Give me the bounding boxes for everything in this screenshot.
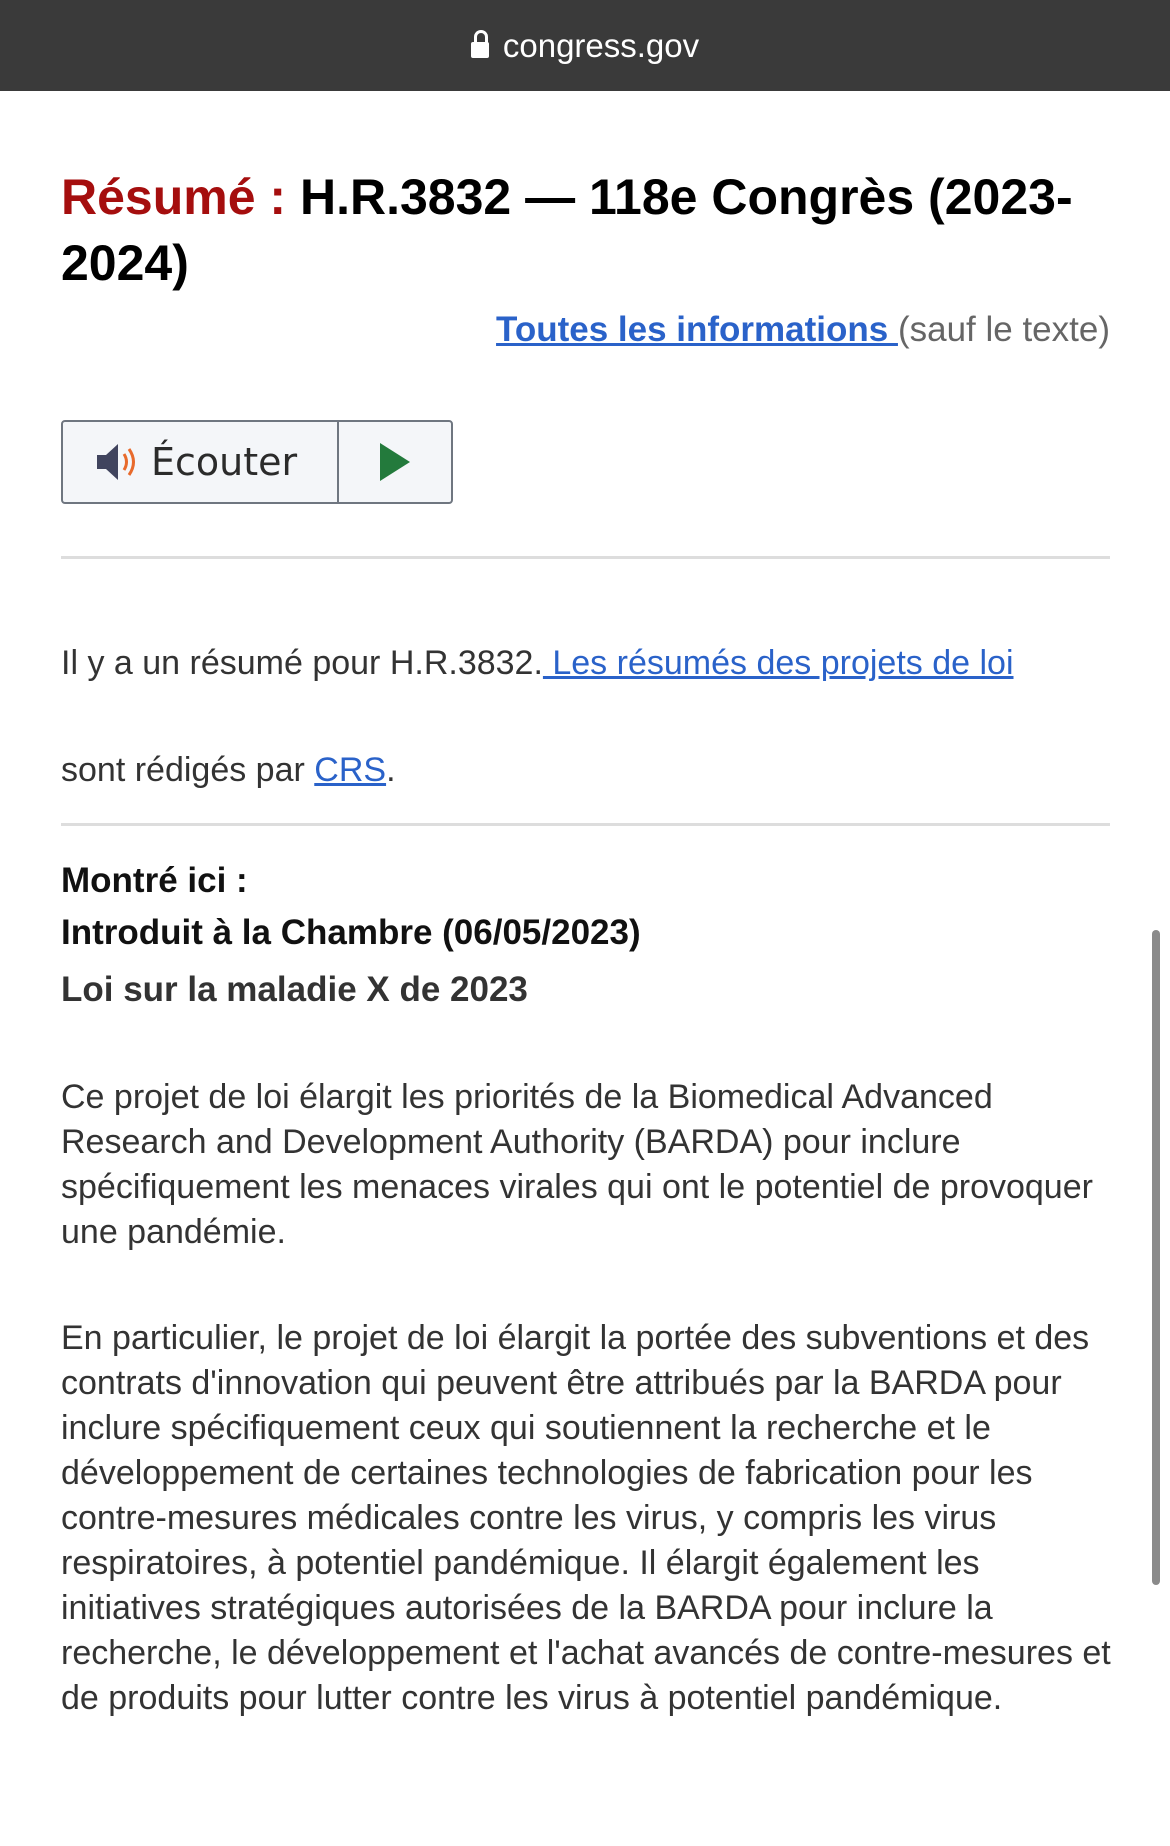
summary-intro [61, 610, 1121, 824]
title-prefix: Résumé : [61, 169, 287, 225]
intro-text: Il y a un résumé pour H.R.3832. [61, 644, 543, 682]
shown-label: Montré ici : [61, 861, 248, 900]
shown-here [61, 855, 641, 959]
bill-summaries-link[interactable]: Les résumés des projets de loi [542, 644, 1014, 682]
listen-button[interactable] [63, 422, 339, 502]
summary-paragraph: En particulier, le projet de loi élargit la portée des subventions et des contrats d'innovation qui peuvent être attribués par la BARDA pour inclure spécifiquement ceux qui soutiennent la recherche et le développement de certaines technologies de fabrication pour les contre-mesures médicales contre les virus, y compris les virus respiratoires, à potentiel pandémique. Il élargit également les initiatives stratégiques autorisées de la BARDA pour inclure la recherche, le développement et l'achat avancés de contre-mesures et de produits pour lutter contre les virus à potentiel pandémique. [61, 1319, 1111, 1717]
scrollbar[interactable] [1152, 930, 1160, 1585]
lock-icon [471, 42, 489, 58]
listen-widget [61, 420, 453, 504]
listen-label: Écouter [151, 440, 298, 484]
intro-period: . [386, 751, 396, 789]
law-name: Loi sur la maladie X de 2023 [61, 970, 528, 1009]
intro-text-2: sont rédigés par [61, 751, 315, 789]
summary-paragraph: Ce projet de loi élargit les priorités de la Biomedical Advanced Research and Development Authority (BARDA) pour inclure spécifiquement les menaces virales qui ont le potentiel de provoquer une pandémie. [61, 1078, 1093, 1251]
speaker-icon [93, 440, 141, 484]
version-label: Introduit à la Chambre (06/05/2023) [61, 913, 641, 952]
crs-link[interactable]: CRS [314, 751, 387, 789]
divider [61, 556, 1110, 559]
title-text: H.R.3832 — 118e Congrès (2023-2024) [61, 169, 1073, 291]
all-info-link[interactable]: Toutes les informations [496, 310, 898, 349]
address-bar[interactable] [0, 0, 1170, 91]
play-icon [380, 443, 410, 481]
play-button[interactable] [339, 422, 451, 502]
divider [61, 823, 1110, 826]
all-info-suffix: (sauf le texte) [897, 310, 1110, 349]
all-info [496, 310, 1110, 350]
page-title [61, 164, 1121, 296]
domain-label: congress.gov [502, 26, 700, 64]
